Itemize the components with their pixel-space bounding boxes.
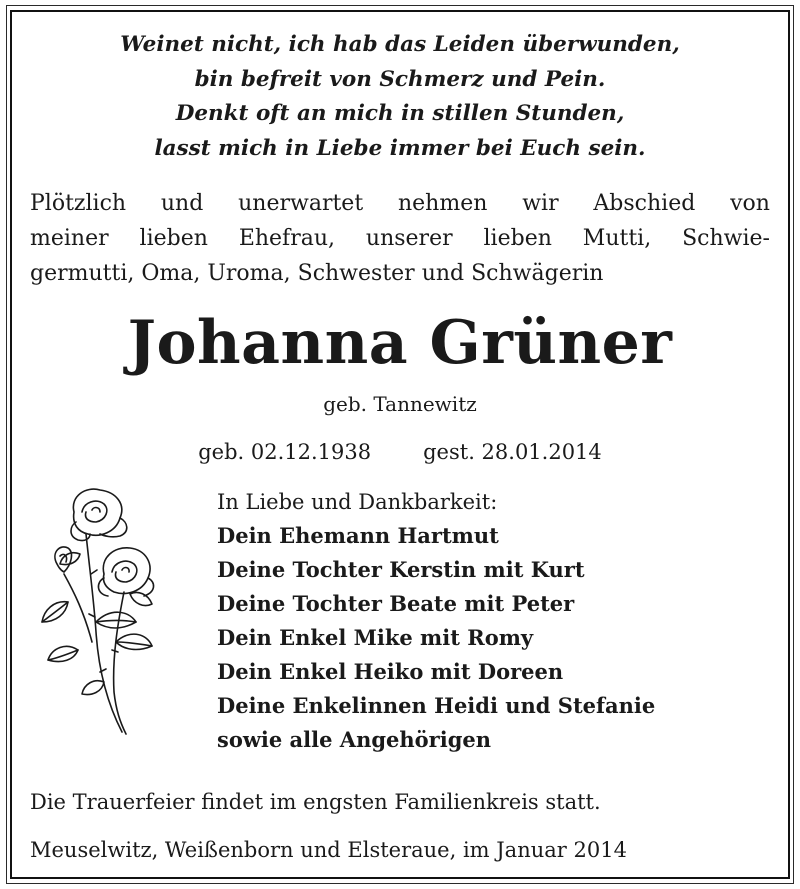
word: Mutti, [582, 226, 652, 251]
word: Abschied [593, 191, 696, 216]
word: wir [522, 191, 559, 216]
mourner-line: sowie alle Angehörigen [217, 727, 492, 752]
mourner-line: Deine Tochter Beate mit Peter [217, 591, 575, 616]
poem [0, 28, 800, 166]
word: unerwartet [238, 191, 364, 216]
mourners-list [217, 485, 777, 757]
word: lieben [139, 226, 208, 251]
word: nehmen [397, 191, 488, 216]
word: von [730, 191, 770, 216]
intro-text [30, 186, 770, 291]
death-date: gest. 28.01.2014 [423, 440, 602, 464]
mourner-line: Deine Enkelinnen Heidi und Stefanie [217, 693, 656, 718]
intro-line-2 [30, 221, 770, 256]
poem-line-2: bin befreit von Schmerz und Pein. [194, 66, 606, 92]
word: unserer [365, 226, 453, 251]
intro-line-1 [30, 186, 770, 221]
maiden-name: geb. Tannewitz [323, 392, 477, 416]
place-date: Meuselwitz, Weißenborn und Elsteraue, im Januar 2014 [30, 838, 627, 862]
intro-line-3: germutti, Oma, Uroma, Schwester und Schwägerin [30, 261, 604, 286]
mourners-heading: In Liebe und Dankbarkeit: [217, 490, 498, 514]
mourner-line: Dein Ehemann Hartmut [217, 523, 499, 548]
poem-line-3: Denkt oft an mich in stillen Stunden, [175, 101, 625, 126]
birth-date: geb. 02.12.1938 [198, 440, 372, 464]
word: Ehefrau, [238, 226, 335, 251]
deceased-name: Johanna Grüner [127, 308, 673, 378]
word: lieben [483, 226, 552, 251]
mourner-line: Deine Tochter Kerstin mit Kurt [217, 557, 585, 582]
word: und [160, 191, 204, 216]
word: Plötzlich [30, 191, 127, 216]
word: Schwie- [682, 226, 770, 251]
poem-line-1: Weinet nicht, ich hab das Leiden überwunden, [120, 32, 680, 57]
word: meiner [30, 226, 109, 251]
funeral-note: Die Trauerfeier findet im engsten Familienkreis statt. [30, 790, 601, 814]
life-dates [0, 436, 800, 468]
rose-icon [34, 482, 164, 742]
poem-line-4: lasst mich in Liebe immer bei Euch sein. [154, 135, 646, 161]
mourner-line: Dein Enkel Mike mit Romy [217, 625, 534, 650]
mourner-line: Dein Enkel Heiko mit Doreen [217, 659, 564, 684]
